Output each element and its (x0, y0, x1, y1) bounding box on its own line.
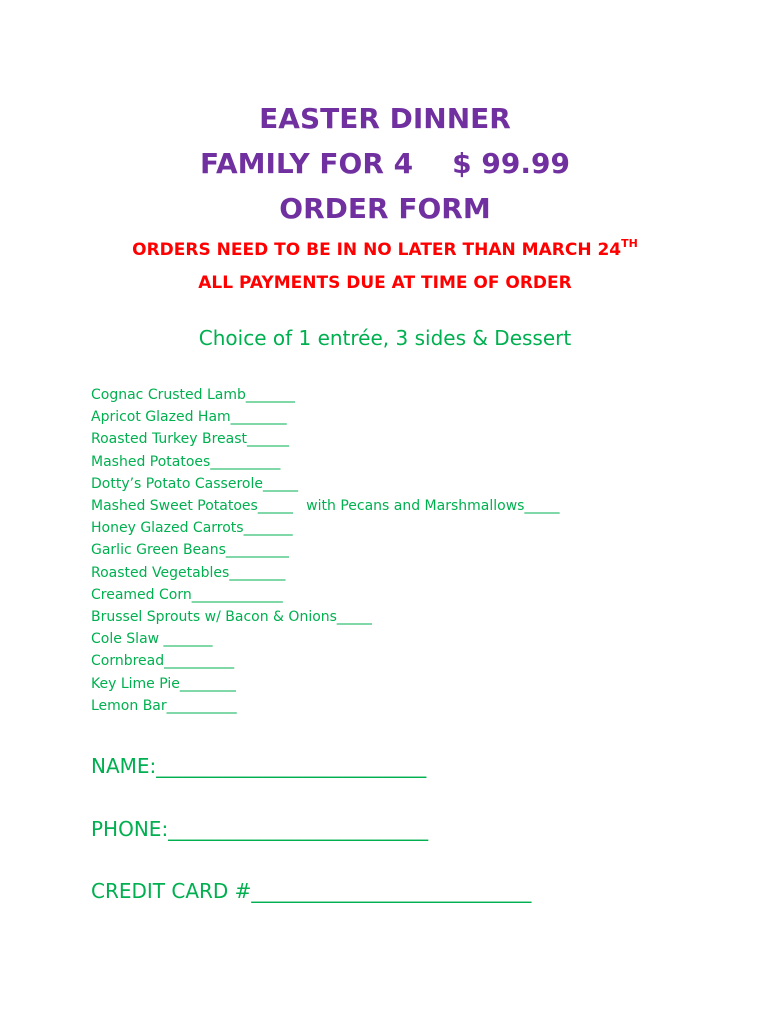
credit-card-field[interactable]: CREDIT CARD #____________________________ (91, 879, 532, 903)
menu-item: Cornbread__________ (91, 653, 235, 670)
menu-item: Honey Glazed Carrots_______ (91, 520, 293, 537)
contact-fields (91, 748, 531, 936)
title-line-3: ORDER FORM (279, 192, 491, 225)
menu-item: Creamed Corn_____________ (91, 586, 283, 603)
menu-item: Roasted Turkey Breast______ (91, 431, 290, 448)
menu-item: Apricot Glazed Ham________ (91, 409, 287, 426)
menu-item: Dotty’s Potato Casserole_____ (91, 475, 298, 492)
payment-notice: ALL PAYMENTS DUE AT TIME OF ORDER (198, 273, 572, 293)
menu-item: Mashed Sweet Potatoes_____ with Pecans and Marshmallows_____ (91, 498, 560, 515)
deadline-notice (0, 227, 770, 267)
menu-item: Mashed Potatoes__________ (91, 453, 281, 470)
title-block (0, 96, 770, 231)
choice-subtitle: Choice of 1 entrée, 3 sides & Dessert (198, 326, 572, 350)
menu-list (91, 384, 559, 717)
menu-item: Cognac Crusted Lamb_______ (91, 387, 295, 403)
deadline-text: ORDERS NEED TO BE IN NO LATER THAN MARCH 24 (132, 240, 622, 260)
menu-item: Garlic Green Beans_________ (91, 542, 289, 559)
menu-item: Roasted Vegetables________ (91, 564, 286, 581)
notice-block (0, 227, 770, 300)
title-line-1: EASTER DINNER (259, 102, 511, 135)
phone-field[interactable]: PHONE:__________________________ (91, 816, 429, 841)
title-line-2: FAMILY FOR 4 $ 99.99 (200, 147, 570, 180)
deadline-superscript: TH (621, 237, 638, 250)
menu-item: Cole Slaw _______ (91, 631, 213, 648)
menu-item: Lemon Bar__________ (91, 697, 237, 714)
name-field[interactable]: NAME:___________________________ (91, 754, 427, 778)
menu-item: Key Lime Pie________ (91, 675, 236, 692)
menu-item: Brussel Sprouts w/ Bacon & Onions_____ (91, 609, 372, 626)
